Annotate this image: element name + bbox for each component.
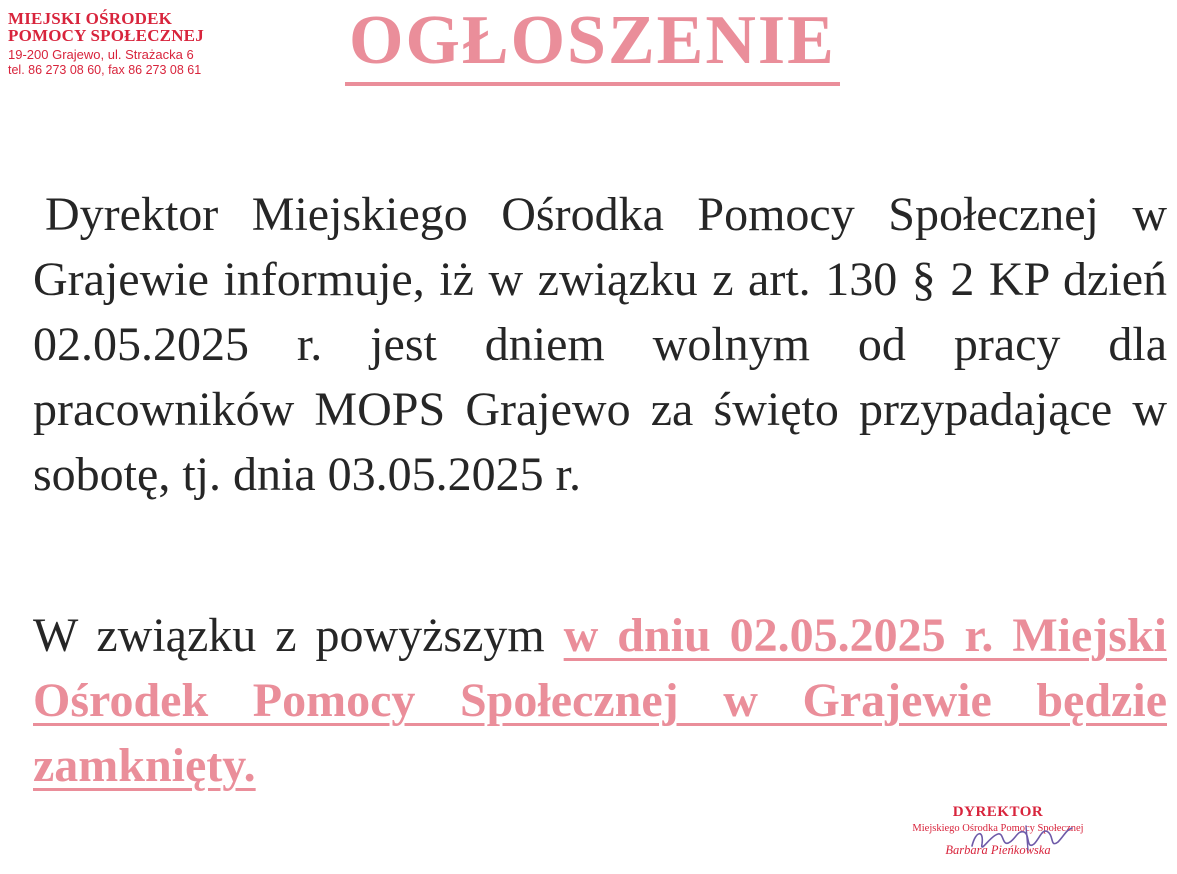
announcement-paragraph-1	[33, 182, 1167, 507]
handwritten-signature-icon	[968, 820, 1078, 860]
signature-role: DYREKTOR	[952, 804, 1044, 820]
paragraph-1-text: Dyrektor Miejskiego Ośrodka Pomocy Społecznej w Grajewie informuje, iż w związku z art. 130 § 2 KP dzień 02.05.2025 r. jest dniem wolnym od pracy dla pracowników MOPS Grajewo za święto przypadające w sobotę, tj. dnia 03.05.2025 r.	[33, 188, 1167, 501]
announcement-paragraph-2	[33, 603, 1167, 798]
signature-institution: Miejskiego Ośrodka Pomocy Społecznej	[912, 822, 1084, 834]
announcement-title: OGŁOSZENIE	[345, 0, 840, 86]
stamp-org-line1: MIEJSKI OŚRODEK	[8, 9, 173, 28]
institution-stamp	[8, 10, 204, 77]
paragraph-2-lead: W związku z powyższym	[33, 609, 564, 662]
signature-name: Barbara Pieńkowska	[945, 843, 1051, 858]
stamp-org-line2: POMOCY SPOŁECZNEJ	[8, 26, 204, 45]
stamp-phone: tel. 86 273 08 60, fax 86 273 08 61	[8, 63, 202, 77]
stamp-address: 19-200 Grajewo, ul. Strażacka 6	[8, 47, 194, 62]
closure-notice-highlight: w dniu 02.05.2025 r. Miejski Ośrodek Pomocy Społecznej w Grajewie będzie zamknięty.	[33, 609, 1167, 792]
